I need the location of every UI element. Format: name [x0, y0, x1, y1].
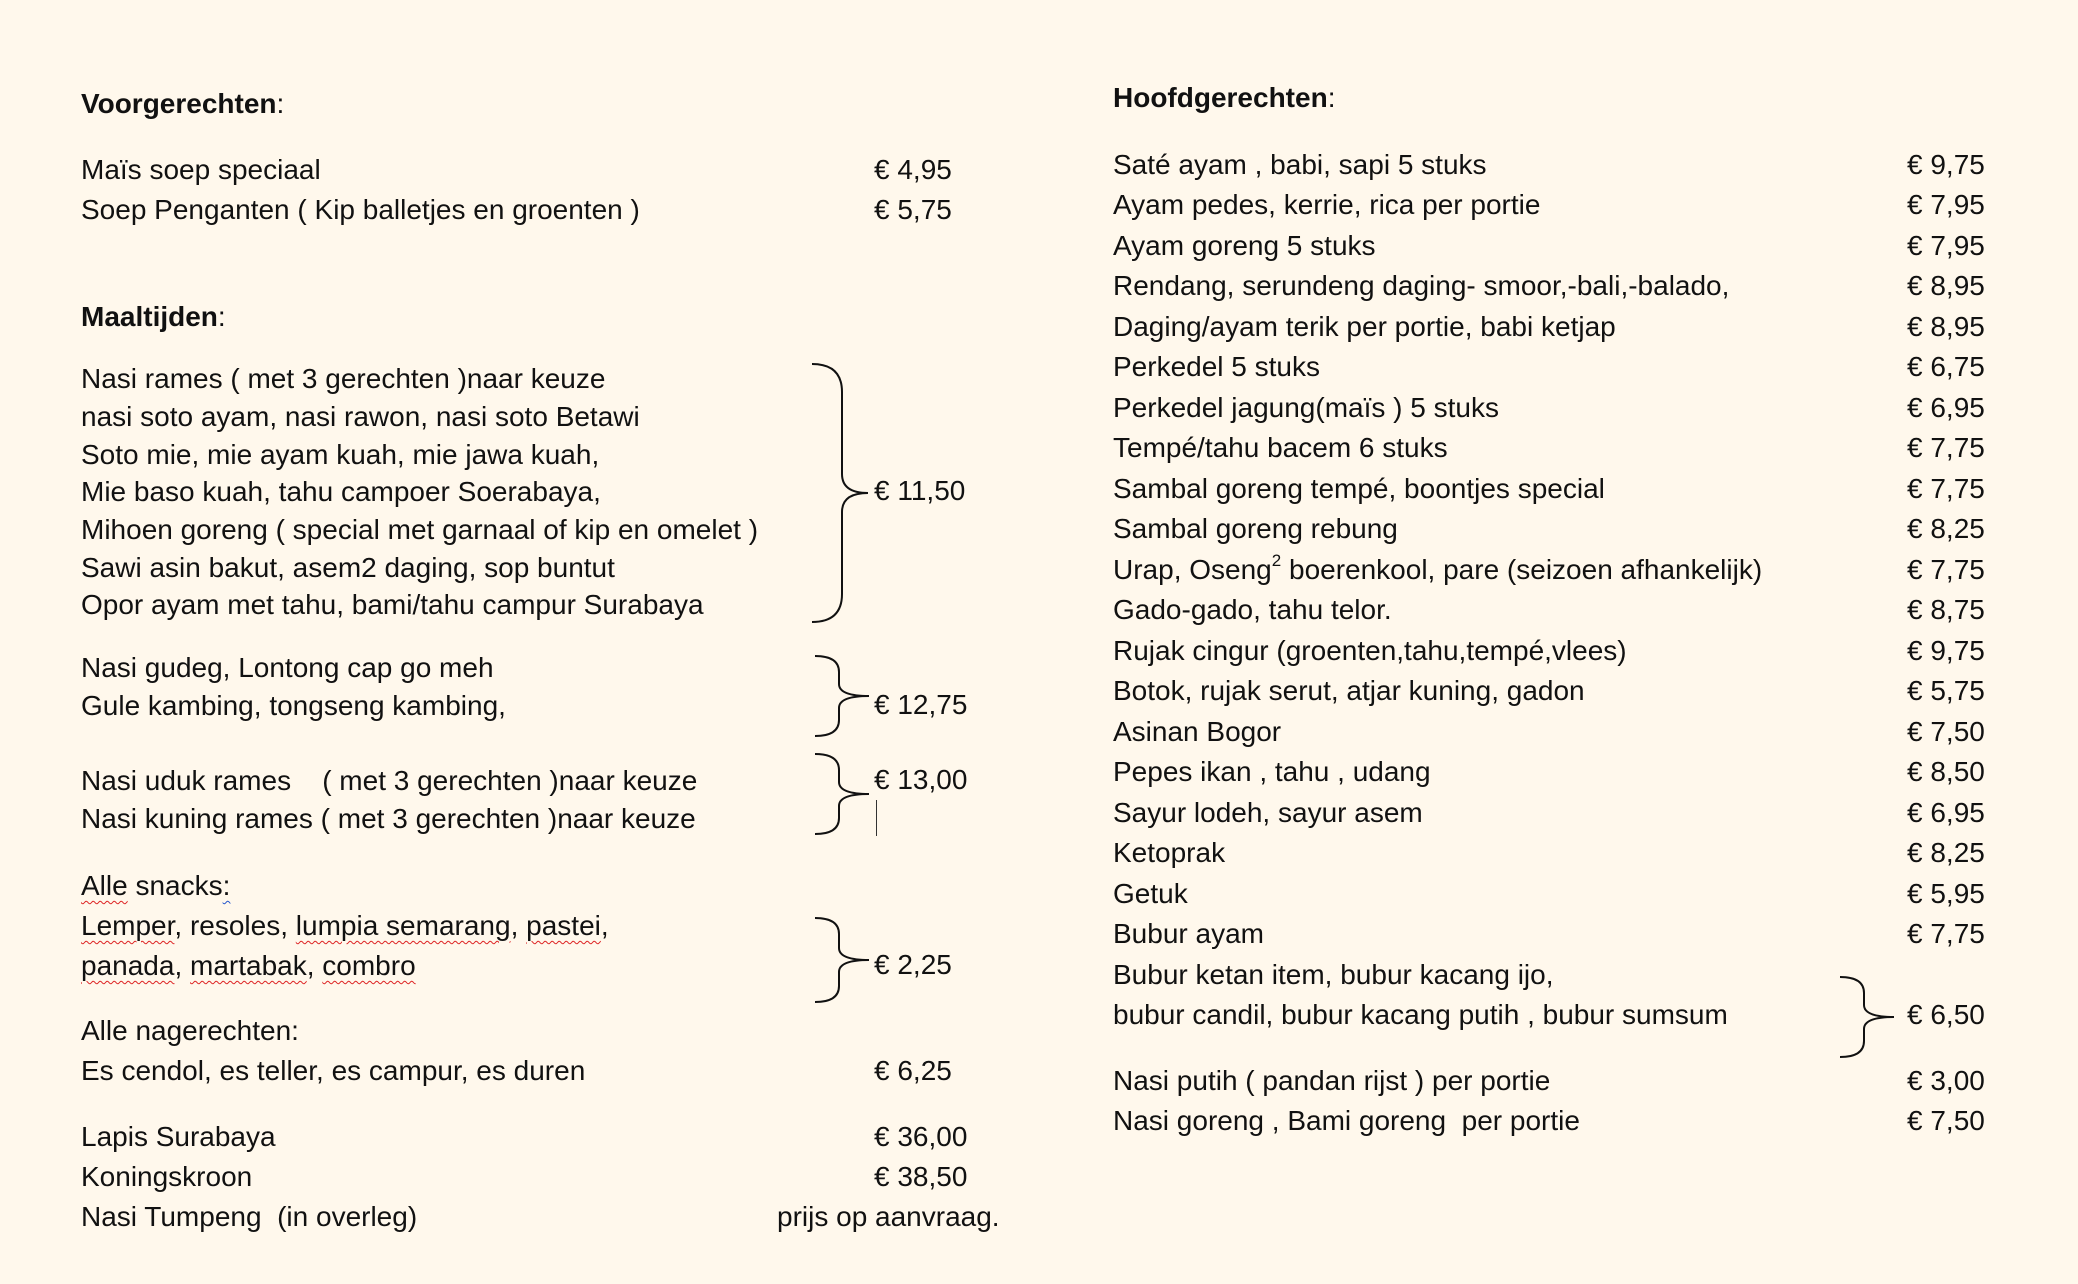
text-cursor [876, 800, 877, 836]
meal-line: Gule kambing, tongseng kambing, [81, 690, 506, 721]
desserts-heading: Alle nagerechten: [81, 1015, 299, 1046]
menu-item-price: € 9,75 [1907, 635, 1985, 666]
menu-item-name: Sambal goreng tempé, boontjes special [1113, 473, 1605, 504]
menu-item-price: € 8,95 [1907, 270, 1985, 301]
menu-item-price: € 9,75 [1907, 149, 1985, 180]
menu-item-name: Gado-gado, tahu telor. [1113, 594, 1392, 625]
menu-item-price: € 7,75 [1907, 554, 1985, 585]
meal-line: Opor ayam met tahu, bami/tahu campur Surabaya [81, 589, 704, 620]
menu-item-price: € 7,50 [1907, 1105, 1985, 1136]
snacks-line: Lemper, resoles, lumpia semarang, pastei, [81, 910, 609, 941]
menu-item-name: Saté ayam , babi, sapi 5 stuks [1113, 149, 1487, 180]
menu-item-name: Rujak cingur (groenten,tahu,tempé,vlees) [1113, 635, 1627, 666]
menu-item-name: Tempé/tahu bacem 6 stuks [1113, 432, 1448, 463]
group-brace [813, 654, 873, 738]
menu-item-price: € 36,00 [874, 1121, 968, 1152]
menu-item-price: € 6,95 [1907, 392, 1985, 423]
group-brace [810, 362, 870, 624]
menu-item-price: € 38,50 [874, 1161, 968, 1192]
menu-item-name: Maïs soep speciaal [81, 154, 321, 185]
group-price: € 2,25 [874, 949, 952, 980]
menu-item-name: Pepes ikan , tahu , udang [1113, 756, 1431, 787]
menu-item-name: Sambal goreng rebung [1113, 513, 1398, 544]
menu-item-name: Nasi Tumpeng (in overleg) [81, 1201, 418, 1232]
menu-item-price: € 8,95 [1907, 311, 1985, 342]
menu-item-price: € 7,75 [1907, 473, 1985, 504]
meal-line: Nasi gudeg, Lontong cap go meh [81, 652, 494, 683]
meal-line: Mihoen goreng ( special met garnaal of kip en omelet ) [81, 514, 759, 545]
menu-item-name: Getuk [1113, 878, 1188, 909]
group-price: € 6,50 [1907, 999, 1985, 1030]
menu-item-name: Nasi goreng , Bami goreng per portie [1113, 1105, 1580, 1136]
meals-heading: Maaltijden: [81, 301, 226, 332]
menu-item-name: Ayam pedes, kerrie, rica per portie [1113, 189, 1541, 220]
menu-item-name: Es cendol, es teller, es campur, es duren [81, 1055, 586, 1086]
meal-line: Soto mie, mie ayam kuah, mie jawa kuah, [81, 439, 600, 470]
menu-item-name: Ayam goreng 5 stuks [1113, 230, 1376, 261]
meal-line: Nasi uduk rames ( met 3 gerechten )naar keuze [81, 765, 698, 796]
menu-item-price: € 7,75 [1907, 432, 1985, 463]
menu-item-price: € 6,75 [1907, 351, 1985, 382]
menu-item-price: € 7,95 [1907, 230, 1985, 261]
menu-item-price: € 8,25 [1907, 513, 1985, 544]
menu-item-name: Ketoprak [1113, 837, 1226, 868]
starters-heading: Voorgerechten: [81, 88, 285, 119]
meal-line: Nasi kuning rames ( met 3 gerechten )naar keuze [81, 803, 696, 834]
menu-item-price: € 7,75 [1907, 918, 1985, 949]
group-brace [1838, 975, 1898, 1059]
menu-item-price: € 4,95 [874, 154, 952, 185]
menu-item-price: € 7,95 [1907, 189, 1985, 220]
menu-item-name: Daging/ayam terik per portie, babi ketjap [1113, 311, 1616, 342]
group-price: € 12,75 [874, 689, 968, 720]
menu-item-price: € 8,25 [1907, 837, 1985, 868]
menu-item-name: Urap, Oseng$^2$ boerenkool, pare (seizoen afhankelijk) [1113, 551, 1763, 585]
menu-item-price: € 3,00 [1907, 1065, 1985, 1096]
menu-item-name: Nasi putih ( pandan rijst ) per portie [1113, 1065, 1551, 1096]
menu-item-name: Perkedel 5 stuks [1113, 351, 1320, 382]
menu-item-name: Sayur lodeh, sayur asem [1113, 797, 1423, 828]
meal-line: Sawi asin bakut, asem2 daging, sop buntut [81, 552, 615, 583]
menu-item-name: Lapis Surabaya [81, 1121, 276, 1152]
menu-item-name: Bubur ayam [1113, 918, 1264, 949]
menu-item-name: Soep Penganten ( Kip balletjes en groenten ) [81, 194, 640, 225]
meal-line: nasi soto ayam, nasi rawon, nasi soto Betawi [81, 401, 640, 432]
menu-item-price: € 5,75 [1907, 675, 1985, 706]
menu-item-price: € 8,75 [1907, 594, 1985, 625]
meal-line: Mie baso kuah, tahu campoer Soerabaya, [81, 476, 601, 507]
menu-item-name: Botok, rujak serut, atjar kuning, gadon [1113, 675, 1585, 706]
group-brace [813, 752, 873, 836]
group-price: € 11,50 [874, 475, 966, 506]
menu-item-name: Koningskroon [81, 1161, 253, 1192]
menu-item-price: prijs op aanvraag. [777, 1201, 1000, 1232]
meal-line: bubur candil, bubur kacang putih , bubur sumsum [1113, 999, 1728, 1030]
menu-item-name: Perkedel jagung(maïs ) 5 stuks [1113, 392, 1499, 423]
menu-item-name: Rendang, serundeng daging- smoor,-bali,-balado, [1113, 270, 1730, 301]
menu-item-price: € 8,50 [1907, 756, 1985, 787]
menu-item-price: € 5,75 [874, 194, 952, 225]
menu-item-name: Asinan Bogor [1113, 716, 1282, 747]
menu-item-price: € 5,95 [1907, 878, 1985, 909]
meal-line: Nasi rames ( met 3 gerechten )naar keuze [81, 363, 606, 394]
menu-item-price: € 6,25 [874, 1055, 952, 1086]
snacks-line: panada, martabak, combro [81, 950, 416, 981]
meal-line: Bubur ketan item, bubur kacang ijo, [1113, 959, 1554, 990]
menu-item-price: € 6,95 [1907, 797, 1985, 828]
group-brace [813, 916, 873, 1004]
menu-item-price: € 7,50 [1907, 716, 1985, 747]
mains-heading: Hoofdgerechten: [1113, 82, 1336, 113]
group-price: € 13,00 [874, 764, 968, 795]
snacks-heading: Alle snacks: [81, 870, 231, 901]
